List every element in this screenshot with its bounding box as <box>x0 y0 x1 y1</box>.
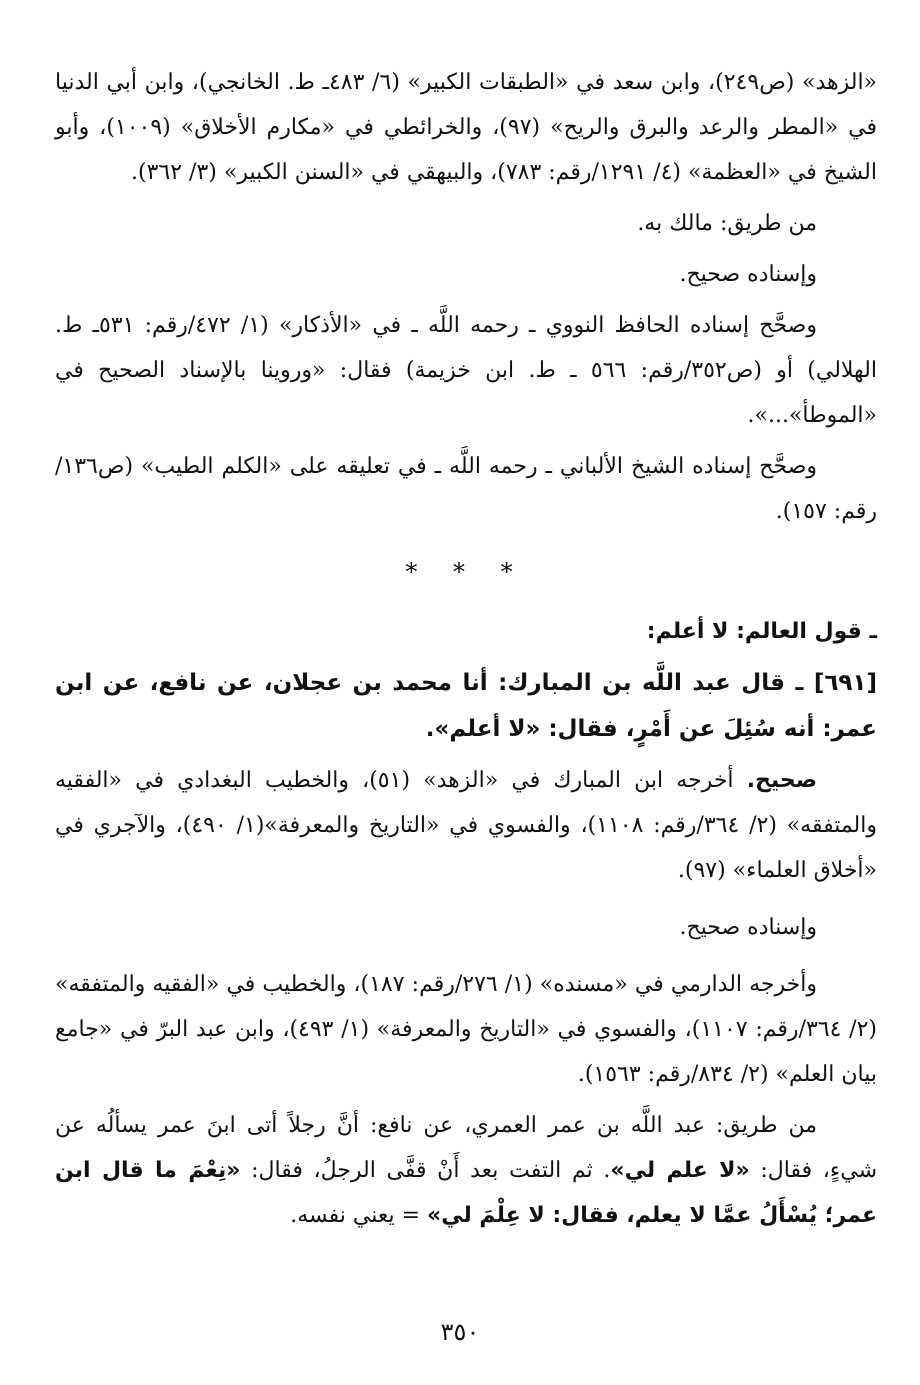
paragraph-albani: وصحَّح إسناده الشيخ الألباني ـ رحمه اللَّه ـ في تعليقه على «الكلم الطيب» (ص١٣٦/رقم: ١٥٧). <box>55 454 877 524</box>
page-body <box>55 60 877 1238</box>
paragraph-chain: من طريق: مالك به. <box>637 211 817 236</box>
section-heading: ـ قول العالم: لا أعلم: <box>646 619 877 644</box>
paragraph-narration <box>55 1103 877 1238</box>
paragraph-nawawi: وصحَّح إسناده الحافظ النووي ـ رحمه اللَّه ـ في «الأذكار» (١/ ٤٧٢/رقم: ٥٣١ـ ط. الهلالي) أو (ص٣٥٢/رقم: ٥٦٦ ـ ط. ابن خزيمة) فقال: «وروينا بالإسناد الصحيح في «الموطأ»...». <box>55 313 877 428</box>
narration-quote-2: «نِعْمَ ما قال ابن عمر؛ يُسْأَلُ عمَّا لا يعلم، فقال: لا عِلْمَ لي» <box>55 1158 877 1228</box>
section-divider-stars: * * * <box>405 558 527 586</box>
narration-part-3: = يعني نفسه. <box>290 1203 428 1228</box>
takhrij-text: أخرجه ابن المبارك في «الزهد» (٥١)، والخطيب البغدادي في «الفقيه والمتفقه» (٢/ ٣٦٤/رقم: ١١٠٨)، والفسوي في «التاريخ والمعرفة»(١/ ٤٩٠)، والآجري في «أخلاق العلماء» (٩٧). <box>55 768 877 883</box>
narration-part-2: . ثم التفت بعد أَنْ قفَّى الرجلُ، فقال: <box>240 1158 611 1183</box>
paragraph-grading-2: وإسناده صحيح. <box>679 915 817 940</box>
paragraph-takhrij <box>55 758 877 893</box>
grading-label: صحيح. <box>746 768 817 793</box>
narration-quote-1: «لا علم لي» <box>610 1158 750 1183</box>
page-number: ٣٥٠ <box>440 1318 480 1346</box>
paragraph-grading-1: وإسناده صحيح. <box>679 262 817 287</box>
hadith-text: [٦٩١] ـ قال عبد اللَّه بن المبارك: أنا محمد بن عجلان، عن نافع، عن ابن عمر: أنه سُئِلَ عن أَمْرٍ، فقال: «لا أعلم». <box>55 670 877 742</box>
narration-part-1: من طريق: عبد اللَّه بن عمر العمري، عن نافع: أنَّ رجلاً أتى ابنَ عمر يسألُه عن شيءٍ، فقال: <box>55 1113 878 1183</box>
paragraph-references-1: «الزهد» (ص٢٤٩)، وابن سعد في «الطبقات الكبير» (٦/ ٤٨٣ـ ط. الخانجي)، وابن أبي الدنيا في «المطر والرعد والبرق والريح» (٩٧)، والخرائطي في «مكارم الأخلاق» (١٠٠٩)، وأبو الشيخ في «العظمة» (٤/ ١٢٩١/رقم: ٧٨٣)، والبيهقي في «السنن الكبير» (٣/ ٣٦٢). <box>55 70 878 185</box>
paragraph-references-2: وأخرجه الدارمي في «مسنده» (١/ ٢٧٦/رقم: ١٨٧)، والخطيب في «الفقيه والمتفقه» (٢/ ٣٦٤/رقم: ١١٠٧)، والفسوي في «التاريخ والمعرفة» (١/ ٤٩٣)، وابن عبد البرّ في «جامع بيان العلم» (٢/ ٨٣٤/رقم: ١٥٦٣). <box>55 972 877 1087</box>
